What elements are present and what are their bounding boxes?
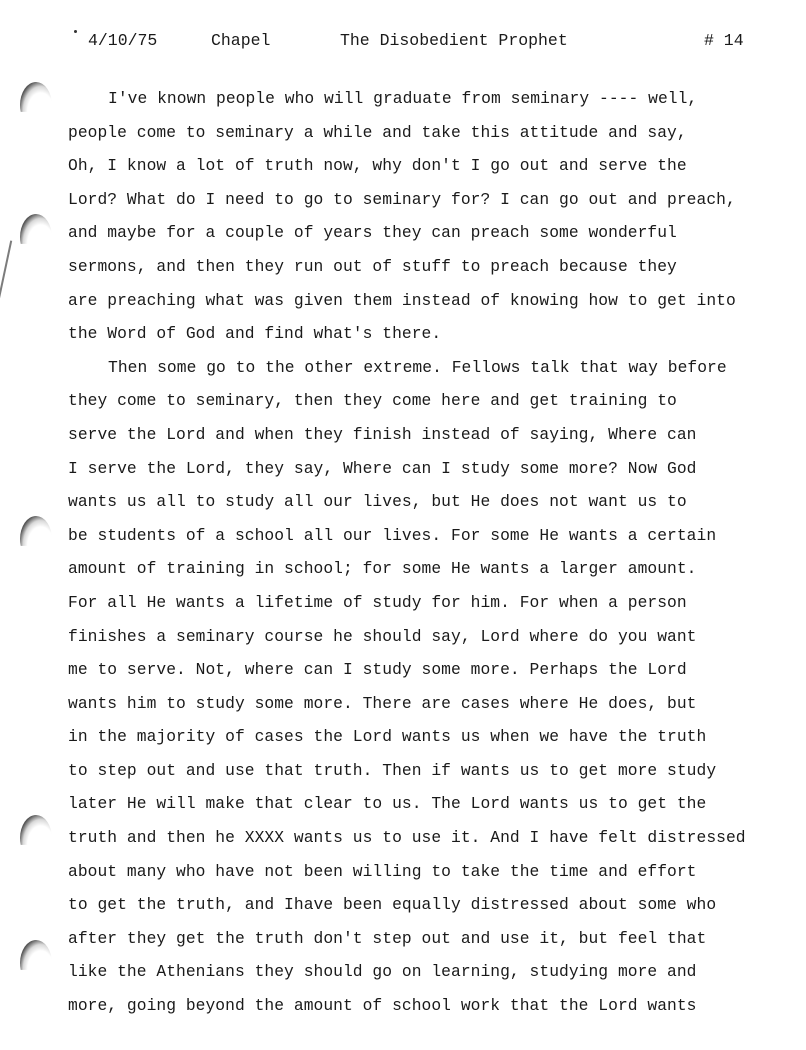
text-line: to step out and use that truth. Then if wants us to get more study	[68, 760, 717, 780]
text-line: sermons, and then they run out of stuff to preach because they	[68, 256, 677, 276]
binder-hole-3	[20, 516, 52, 562]
binder-hole-1	[20, 82, 52, 128]
text-line: to get the truth, and Ihave been equally distressed about some who	[68, 895, 717, 915]
page-header	[0, 31, 806, 55]
binder-hole-5	[20, 940, 52, 986]
text-line: me to serve. Not, where can I study some more. Perhaps the Lord	[68, 660, 687, 680]
text-line: and maybe for a couple of years they can preach some wonderful	[68, 223, 677, 243]
header-title: The Disobedient Prophet	[340, 31, 568, 50]
text-line: after they get the truth don't step out and use it, but feel that	[68, 928, 707, 948]
binder-hole-4	[20, 815, 52, 861]
text-line: For all He wants a lifetime of study for him. For when a person	[68, 592, 687, 612]
text-line: amount of training in school; for some He wants a larger amount.	[68, 559, 697, 579]
text-line: finishes a seminary course he should say, Lord where do you want	[68, 626, 697, 646]
text-line: they come to seminary, then they come here and get training to	[68, 391, 677, 411]
header-date: 4/10/75	[88, 31, 158, 50]
text-line: wants him to study some more. There are cases where He does, but	[68, 693, 697, 713]
transcript-body	[68, 82, 788, 1023]
text-line: I serve the Lord, they say, Where can I study some more? Now God	[68, 458, 697, 478]
header-page-number: # 14	[704, 31, 744, 50]
text-line: Lord? What do I need to go to seminary for? I can go out and preach,	[68, 189, 736, 209]
text-line: the Word of God and find what's there.	[68, 324, 442, 344]
text-line: people come to seminary a while and take this attitude and say,	[68, 122, 687, 142]
text-line: are preaching what was given them instead of knowing how to get into	[68, 290, 736, 310]
text-line: about many who have not been willing to take the time and effort	[68, 861, 697, 881]
text-line: more, going beyond the amount of school work that the Lord wants	[68, 996, 697, 1016]
text-line: like the Athenians they should go on learning, studying more and	[68, 962, 697, 982]
text-line: Then some go to the other extreme. Fellows talk that way before	[108, 357, 727, 377]
text-line: wants us all to study all our lives, but He does not want us to	[68, 492, 687, 512]
header-venue: Chapel	[211, 31, 271, 50]
binder-hole-2	[20, 214, 52, 260]
text-line: be students of a school all our lives. For some He wants a certain	[68, 525, 717, 545]
text-line: truth and then he XXXX wants us to use it. And I have felt distressed	[68, 828, 746, 848]
text-line: in the majority of cases the Lord wants us when we have the truth	[68, 727, 707, 747]
text-line: I've known people who will graduate from seminary ---- well,	[108, 89, 698, 108]
text-line: later He will make that clear to us. The Lord wants us to get the	[68, 794, 707, 814]
text-line: Oh, I know a lot of truth now, why don't I go out and serve the	[68, 156, 687, 176]
text-line: serve the Lord and when they finish instead of saying, Where can	[68, 424, 697, 444]
margin-pen-mark	[0, 240, 12, 299]
